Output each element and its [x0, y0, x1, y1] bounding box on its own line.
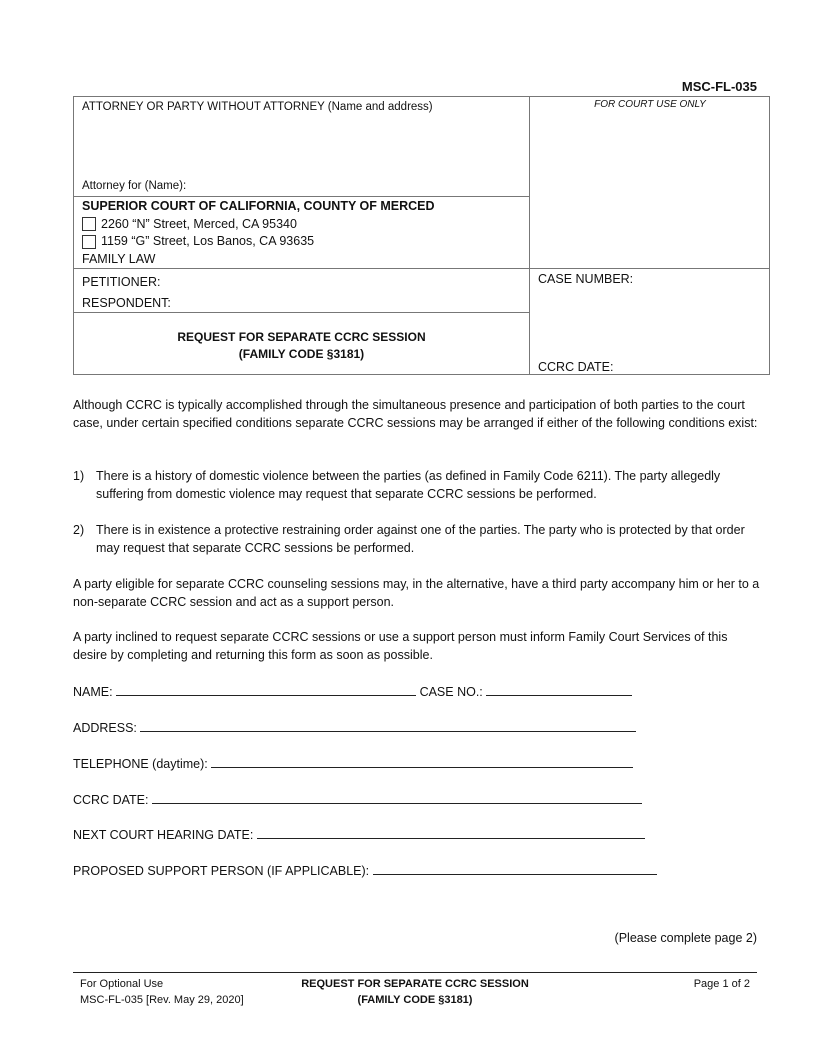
court-use-label: FOR COURT USE ONLY — [594, 99, 706, 110]
caption-box — [73, 96, 770, 375]
footer-optional-use: For Optional Use — [80, 978, 164, 990]
condition-item-1 — [73, 467, 763, 503]
name-label: NAME: — [73, 685, 113, 699]
footer-rule — [73, 972, 757, 973]
caption-divider-attorney — [74, 196, 529, 197]
location-merced-label: 2260 “N” Street, Merced, CA 95340 — [101, 216, 297, 231]
support-person-label: PROPOSED SUPPORT PERSON (IF APPLICABLE): — [73, 864, 370, 878]
location-option-los-banos — [82, 233, 435, 251]
page-number: Page 1 of 2 — [693, 978, 750, 990]
caption-ccrc-date-label: CCRC DATE: — [538, 360, 614, 374]
support-person-paragraph: A party eligible for separate CCRC counseling sessions may, in the alternative, have a third party accompany him or her to a non-separate CCRC session and act as a support person. — [73, 577, 760, 609]
caption-divider-parties — [74, 268, 769, 269]
caption-divider-title — [74, 312, 529, 313]
case-no-field[interactable] — [486, 683, 632, 696]
court-block — [82, 198, 435, 268]
telephone-row — [73, 755, 633, 771]
location-option-merced — [82, 216, 435, 234]
location-los-banos-label: 1159 “G” Street, Los Banos, CA 93635 — [101, 234, 315, 248]
condition-text-1: There is a history of domestic violence between the parties (as defined in Family Code 6211). The party allegedly suffering from domestic violence may request that separate CCRC sessions be performed. — [96, 469, 721, 501]
ccrc-date-field[interactable] — [152, 791, 642, 804]
footer-revision: MSC-FL-035 [Rev. May 29, 2020] — [80, 993, 244, 1006]
next-hearing-label: NEXT COURT HEARING DATE: — [73, 828, 254, 842]
next-hearing-field[interactable] — [257, 826, 645, 839]
intro-paragraph: Although CCRC is typically accomplished through the simultaneous presence and participation of both parties to the court case, under certain specified conditions separate CCRC sessions may be arranged if either of the following conditions exist: — [73, 398, 758, 430]
document-title-line-1: REQUEST FOR SEPARATE CCRC SESSION — [177, 330, 426, 344]
footer-title — [290, 977, 540, 1008]
attorney-label: ATTORNEY OR PARTY WITHOUT ATTORNEY (Name and address) — [82, 101, 433, 113]
address-label: ADDRESS: — [73, 721, 137, 735]
condition-text-2: There is in existence a protective restraining order against one of the parties. The party who is protected by that order may request that separate CCRC sessions be performed. — [96, 523, 745, 555]
next-hearing-row — [73, 826, 645, 842]
division-label: FAMILY LAW — [82, 251, 156, 266]
address-row — [73, 719, 636, 735]
respondent-label: RESPONDENT: — [82, 296, 171, 310]
address-field[interactable] — [140, 719, 636, 732]
document-title — [74, 329, 529, 363]
name-row — [73, 683, 632, 699]
name-field[interactable] — [116, 683, 416, 696]
merced-checkbox[interactable] — [82, 217, 96, 231]
footer-title-line-2: (FAMILY CODE §3181) — [357, 993, 473, 1006]
ccrc-date-row — [73, 791, 642, 807]
court-name: SUPERIOR COURT OF CALIFORNIA, COUNTY OF MERCED — [82, 199, 435, 213]
petitioner-label: PETITIONER: — [82, 275, 161, 289]
support-person-field[interactable] — [373, 862, 657, 875]
footer-title-line-1: REQUEST FOR SEPARATE CCRC SESSION — [301, 978, 529, 990]
caption-divider-vertical — [529, 97, 530, 374]
condition-number-1: 1) — [73, 469, 85, 483]
form-id: MSC-FL-035 — [681, 79, 757, 94]
attorney-for-label: Attorney for (Name): — [82, 180, 187, 192]
document-title-line-2: (FAMILY CODE §3181) — [238, 347, 365, 361]
footer-left — [80, 977, 244, 1008]
condition-item-2 — [73, 521, 763, 557]
los-banos-checkbox[interactable] — [82, 235, 96, 249]
condition-number-2: 2) — [73, 523, 85, 537]
ccrc-date-label: CCRC DATE: — [73, 793, 149, 807]
case-no-label: CASE NO.: — [419, 685, 483, 699]
continue-note: (Please complete page 2) — [614, 931, 757, 945]
case-number-label: CASE NUMBER: — [538, 272, 634, 286]
telephone-field[interactable] — [211, 755, 633, 768]
telephone-label: TELEPHONE (daytime): — [73, 757, 208, 771]
support-person-row — [73, 862, 657, 878]
request-paragraph: A party inclined to request separate CCRC sessions or use a support person must inform Family Court Services of this desire by completing and returning this form as soon as possible. — [73, 630, 728, 662]
